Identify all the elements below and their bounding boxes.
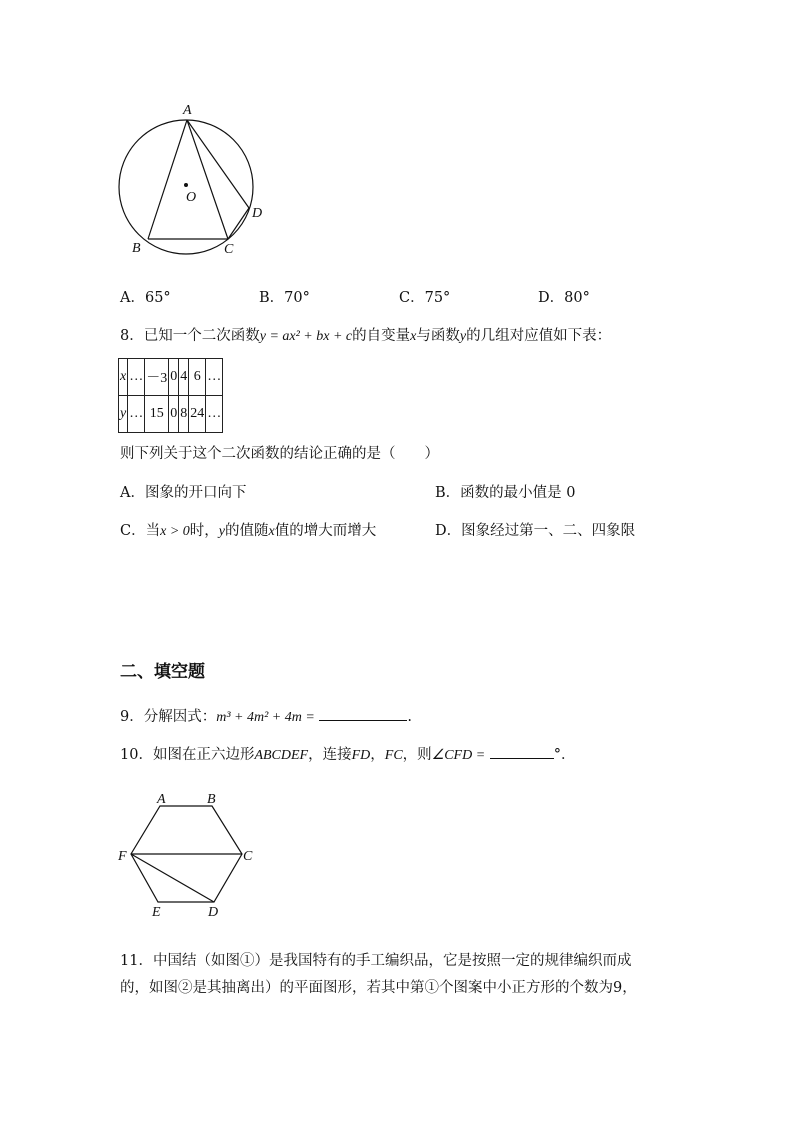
label-c: C [224, 242, 234, 257]
label-o: O [186, 190, 197, 205]
q9-expression: m³ + 4m² + 4m = [216, 710, 315, 725]
center-point [184, 183, 188, 187]
q8-option-c-cond: x > 0 [160, 524, 190, 539]
q8-var-y: y [459, 329, 467, 344]
q8-option-a[interactable]: A．图象的开口向下 [120, 485, 247, 501]
q8-option-c-post: 值的增大而增大 [274, 523, 377, 539]
q8-mid2: 与函数 [416, 328, 460, 344]
q10-fd: FD [351, 748, 371, 763]
q8-option-c-pre: C．当 [120, 523, 161, 539]
circle-figure [110, 95, 280, 260]
q11-line-2: 的，如图②是其抽离出）的平面图形，若其中第①个图案中小正方形的个数为9， [120, 980, 637, 996]
table-cell: －3 [145, 359, 169, 396]
table-cell: 6 [189, 359, 206, 396]
q8-formula: y = ax² + bx + c [259, 329, 353, 344]
q9-stem [120, 705, 412, 726]
table-cell: … [128, 359, 145, 396]
q8-option-c-mid2: 的值随 [225, 523, 269, 539]
q9-answer-blank[interactable] [319, 706, 407, 721]
q7-option-a[interactable]: A．65° [120, 290, 171, 306]
q8-option-b[interactable]: B．函数的最小值是 0 [435, 485, 576, 501]
table-cell: … [206, 396, 223, 433]
table-cell: 0 [169, 359, 179, 396]
q9-suffix: . [407, 709, 413, 725]
q8-question: 则下列关于这个二次函数的结论正确的是（ ） [120, 446, 439, 462]
segment-ac [187, 120, 228, 239]
q8-var-x: x [410, 329, 417, 344]
segment-ad [187, 120, 249, 208]
label-e: E [152, 905, 161, 920]
label-c: C [243, 849, 253, 864]
q10-prefix: 10．如图在正六边形 [120, 747, 255, 763]
table-row-x [119, 359, 223, 396]
q8-prefix: 8．已知一个二次函数 [120, 328, 260, 344]
q10-answer-blank[interactable] [490, 744, 554, 759]
hexagon-figure [115, 788, 265, 920]
q10-stem [120, 743, 576, 764]
table-cell: … [206, 359, 223, 396]
table-cell: 0 [169, 396, 179, 433]
table-cell: x [119, 359, 128, 396]
table-cell: 4 [179, 359, 189, 396]
label-b: B [132, 241, 141, 256]
q10-sep: ， [370, 747, 385, 763]
q8-option-c[interactable] [120, 519, 376, 540]
q9-prefix: 9．分解因式： [120, 709, 217, 725]
q7-option-d[interactable]: D．80° [538, 290, 590, 306]
q8-stem [120, 324, 611, 345]
q10-angle: ∠CFD = [431, 748, 486, 763]
label-a: A [157, 792, 166, 807]
label-a: A [183, 103, 192, 118]
label-b: B [207, 792, 216, 807]
q8-mid1: 的自变量 [352, 328, 411, 344]
q10-mid: ，连接 [308, 747, 352, 763]
q10-mid2: ，则 [402, 747, 432, 763]
segment-cd [228, 208, 249, 239]
segment-fd [131, 854, 214, 902]
segment-ab [148, 120, 187, 239]
label-d: D [252, 206, 263, 221]
q8-option-c-mid: 时， [189, 523, 219, 539]
table-row-y [119, 396, 223, 433]
table-cell: 15 [145, 396, 169, 433]
q8-option-d[interactable]: D．图象经过第一、二、四象限 [435, 523, 636, 539]
q8-option-c-x: x [268, 524, 275, 539]
q8-suffix: 的几组对应值如下表： [466, 328, 612, 344]
q7-option-b[interactable]: B．70° [259, 290, 310, 306]
label-d: D [208, 905, 219, 920]
q8-option-c-y: y [218, 524, 225, 539]
table-cell: 8 [179, 396, 189, 433]
q7-option-c[interactable]: C．75° [399, 290, 451, 306]
label-f: F [118, 849, 127, 864]
table-cell: 24 [189, 396, 206, 433]
q11-line-1: 11．中国结（如图①）是我国特有的手工编织品，它是按照一定的规律编织而成 [120, 953, 632, 969]
q10-suffix: °． [553, 747, 576, 763]
q8-value-table [118, 358, 223, 433]
q10-fc: FC [384, 748, 403, 763]
table-cell: y [119, 396, 128, 433]
table-cell: … [128, 396, 145, 433]
q10-hexagon-name: ABCDEF [254, 748, 309, 763]
section-heading: 二、填空题 [120, 662, 205, 682]
